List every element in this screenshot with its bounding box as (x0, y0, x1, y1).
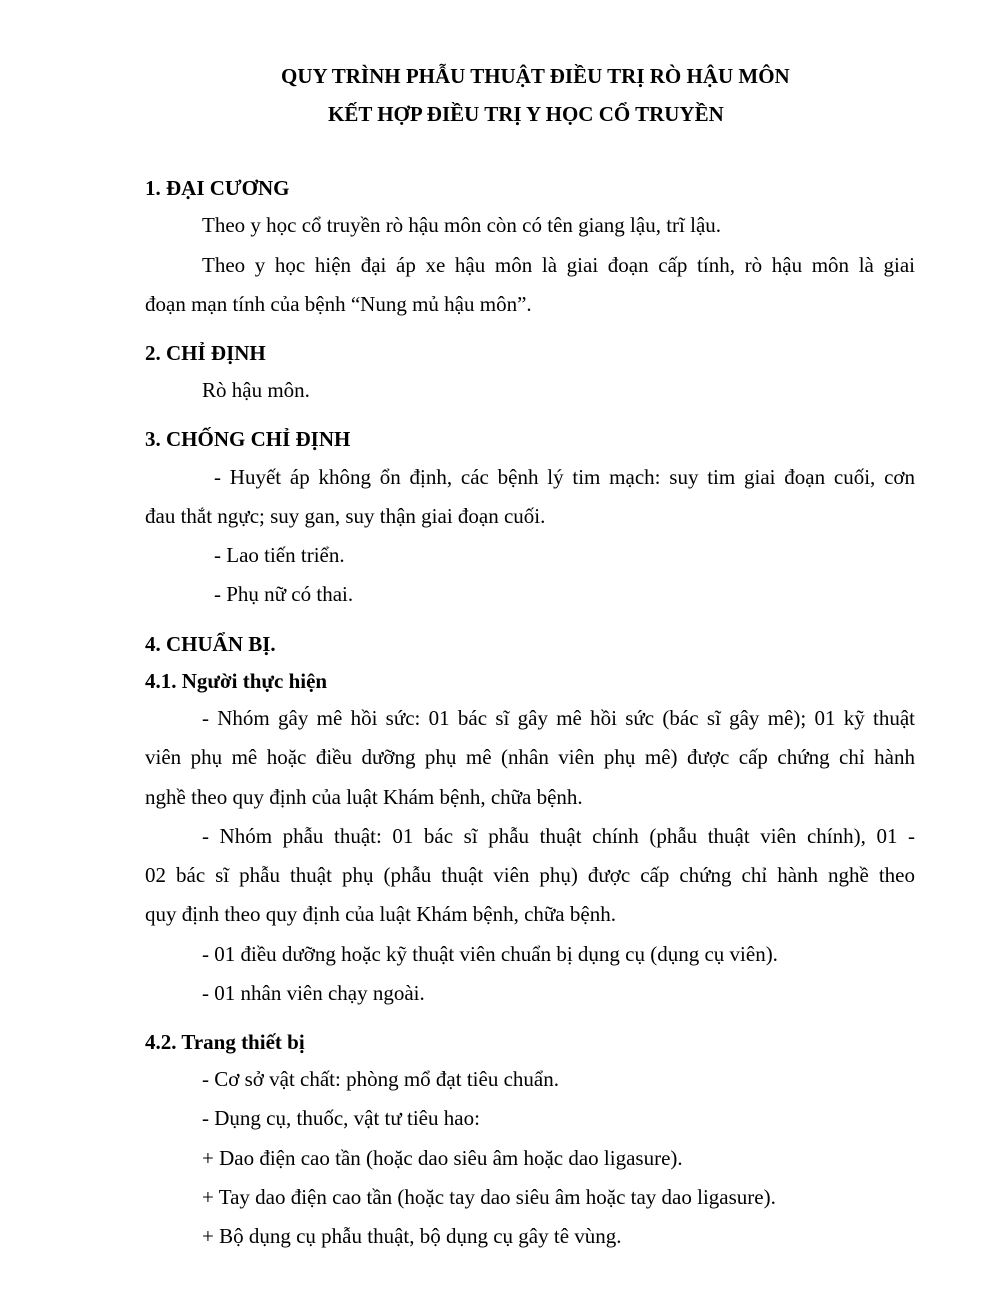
section-1-paragraph-1: Theo y học cổ truyền rò hậu môn còn có tên giang lậu, trĩ lậu. (202, 213, 722, 237)
section-4-1-bullet-2-line-2: 02 bác sĩ phẫu thuật phụ (phẫu thuật viên phụ) được cấp chứng chỉ hành nghề theo (145, 863, 915, 887)
section-4-2-bullet-4: + Tay dao điện cao tần (hoặc tay dao siêu âm hoặc tay dao ligasure). (202, 1185, 776, 1209)
title-line-2: KẾT HỢP ĐIỀU TRỊ Y HỌC CỔ TRUYỀN (328, 102, 724, 126)
section-4-2-bullet-5: + Bộ dụng cụ phẫu thuật, bộ dụng cụ gây tê vùng. (202, 1224, 622, 1248)
section-4-1-heading: 4.1. Người thực hiện (145, 669, 328, 693)
section-4-2-bullet-3: + Dao điện cao tần (hoặc dao siêu âm hoặc dao ligasure). (202, 1146, 683, 1170)
section-3-heading: 3. CHỐNG CHỈ ĐỊNH (145, 427, 351, 451)
section-3-bullet-2: - Lao tiến triển. (214, 543, 345, 567)
section-1-heading: 1. ĐẠI CƯƠNG (145, 176, 290, 200)
section-4-1-bullet-1-line-1: - Nhóm gây mê hồi sức: 01 bác sĩ gây mê hồi sức (bác sĩ gây mê); 01 kỹ thuật (202, 706, 915, 730)
section-4-2-heading: 4.2. Trang thiết bị (145, 1030, 305, 1054)
section-1-paragraph-2-line-2: đoạn mạn tính của bệnh “Nung mủ hậu môn”. (145, 292, 532, 316)
section-2-heading: 2. CHỈ ĐỊNH (145, 341, 266, 365)
section-4-1-bullet-3: - 01 điều dưỡng hoặc kỹ thuật viên chuẩn bị dụng cụ (dụng cụ viên). (202, 942, 778, 966)
section-4-2-bullet-1: - Cơ sở vật chất: phòng mổ đạt tiêu chuẩn. (202, 1067, 559, 1091)
title-line-1: QUY TRÌNH PHẪU THUẬT ĐIỀU TRỊ RÒ HẬU MÔN (281, 64, 790, 88)
section-2-paragraph-1: Rò hậu môn. (202, 378, 310, 402)
section-4-1-bullet-2-line-3: quy định theo quy định của luật Khám bệnh, chữa bệnh. (145, 902, 616, 926)
section-4-1-bullet-2-line-1: - Nhóm phẫu thuật: 01 bác sĩ phẫu thuật chính (phẫu thuật viên chính), 01 - (202, 824, 915, 848)
section-1-paragraph-2-line-1: Theo y học hiện đại áp xe hậu môn là giai đoạn cấp tính, rò hậu môn là giai (202, 253, 915, 277)
section-4-heading: 4. CHUẨN BỊ. (145, 632, 276, 656)
section-4-1-bullet-1-line-2: viên phụ mê hoặc điều dưỡng phụ mê (nhân viên phụ mê) được cấp chứng chỉ hành (145, 745, 915, 769)
section-3-bullet-3: - Phụ nữ có thai. (214, 582, 354, 606)
section-4-1-bullet-1-line-3: nghề theo quy định của luật Khám bệnh, chữa bệnh. (145, 785, 583, 809)
section-4-2-bullet-2: - Dụng cụ, thuốc, vật tư tiêu hao: (202, 1106, 480, 1130)
section-3-bullet-1-line-1: - Huyết áp không ổn định, các bệnh lý tim mạch: suy tim giai đoạn cuối, cơn (214, 465, 915, 489)
section-4-1-bullet-4: - 01 nhân viên chạy ngoài. (202, 981, 425, 1005)
section-3-bullet-1-line-2: đau thắt ngực; suy gan, suy thận giai đoạn cuối. (145, 504, 546, 528)
